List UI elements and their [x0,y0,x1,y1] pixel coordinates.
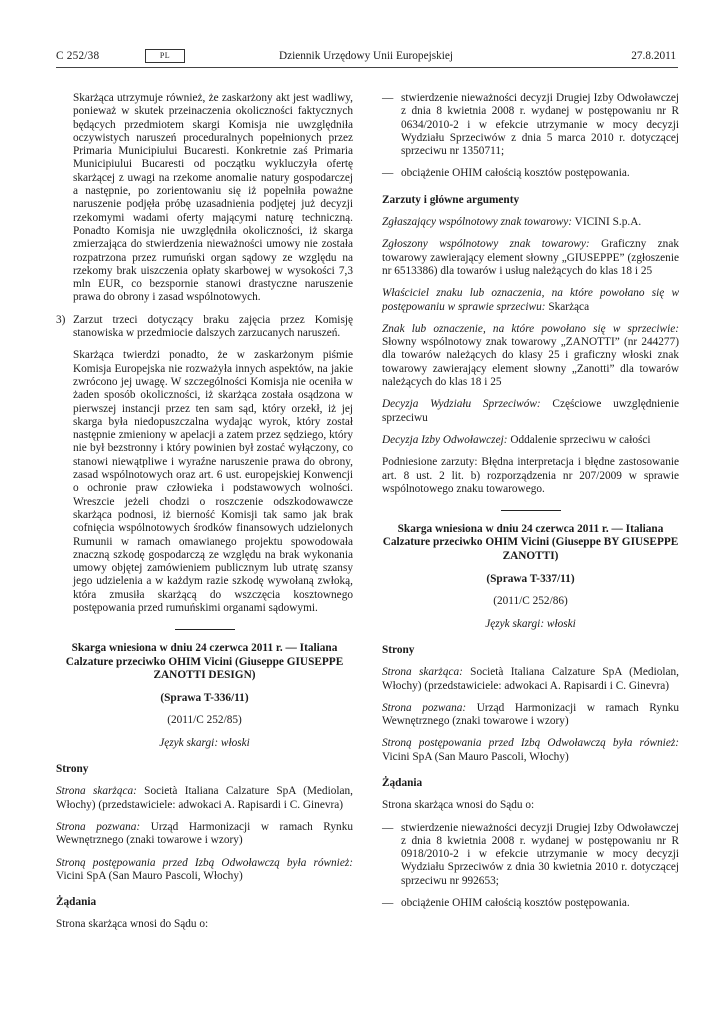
pleas-line: Podniesione zarzuty: Błędna interpretacja i błędne zastosowanie art. 8 ust. 2 lit. b) rozporządzenia nr 207/2009 w sprawie wspólnotowego znaku towarowego. [382,456,679,495]
case-number: (Sprawa T-336/11) [160,692,249,705]
plea-number: 3) [56,313,66,326]
other-party-line: Stroną postępowania przed Izbą Odwoławczą była również: Vicini SpA (San Mauro Pascoli, Włochy) [56,856,353,882]
claims-heading: Żądania [382,776,423,789]
pleas-heading: Zarzuty i główne argumenty [382,193,520,206]
defendant-line: Strona pozwana: Urząd Harmonizacji w ramach Rynku Wewnętrznego (znaki towarowe i wzory) [382,701,679,728]
section-separator [175,629,235,630]
defendant-line: Strona pozwana: Urząd Harmonizacji w ramach Rynku Wewnętrznego (znaki towarowe i wzory) [56,820,353,847]
owner-line: Właściciel znaku lub oznaczenia, na które powołano się w postępowaniu w sprawie sprzeciwu: Skarżąca [382,287,679,313]
case-number: (Sprawa T-337/11) [486,573,575,586]
parties-heading: Strony [56,763,89,776]
paragraph: Skarżąca twierdzi ponadto, że w zaskarżonym piśmie Komisja Europejska nie rozważyła innych aspektów, na jakie zwrócono jej uwagę. W szczególności Komisja nie oceniła w żaden sposób okoliczności, iż skarżąca została osądzona w pierwszej instancji przez ten sam sąd, który orzekł, iż jej skarga była niedopuszczalna wydając wyrok, który został następnie zmieniony w apelacji a zatem przez sędziego, który nie był bezstronny i który powinien był zostać wyłączony, co stanowi niewątpliwe i wyraźne naruszenie prawa do obrony, zasad wspólnotowych oraz art. 6 ust. europejskiej Konwencji o ochronie praw człowieka i podstawowych wolności. Wreszcie jeżeli chodzi o roszczenie odszkodowawcze skarżąca podnosi, iż bierność Komisji tak samo jak brak cofnięcia wspólnotowych środków finansowych udzielonych Rumunii w ramach omawianego projektu spowodowała znaczną szkodę gospodarczą ze względu na brak wykonania umowy objętej zamówieniem publicznym lub utratę szansy jego udzielenia a w każdym razie szkodę wywołaną zwłoką, która zmusiła skarżącą do wszczęcia kosztownego postępowania przed rumuńskimi organami sądowymi. [73,349,353,614]
claims-heading: Żądania [56,896,97,909]
case-title: Skarga wniesiona w dniu 24 czerwca 2011 r. — Italiana Calzature przeciwko OHIM Vicini (Giuseppe BY GIUSEPPE ZANOTTI) [382,523,679,562]
section-separator [501,510,561,511]
plea-text: Zarzut trzeci dotyczący braku zajęcia przez Komisję stanowiska w przedmiocie dalszych zarzucanych naruszeń. [73,313,353,340]
claim-item: — stwierdzenie nieważności decyzji Drugiej Izby Odwoławczej z dnia 8 kwietnia 2008 r. wydanej w postępowaniu nr R 0634/2010-2 i w efekcie utrzymanie w mocy decyzji Wydziału Sprzeciwów z dnia 5 marca 2010 r. dotyczącej sprzeciwu nr 1350711; [382,92,679,158]
case-language: Język skargi: włoski [159,736,250,749]
left-column [56,92,353,941]
oj-reference: (2011/C 252/85) [167,714,242,727]
publication-date: 27.8.2011 [631,50,676,62]
parties-heading: Strony [382,643,415,656]
plea-item [56,314,353,341]
claims-intro: Strona skarżąca wnosi do Sądu o: [382,799,535,812]
mark-line: Zgłoszony wspólnotowy znak towarowy: Graficzny znak towarowy zawierający element słowny „GIUSEPPE” (zgłoszenie nr 6513386) dla towarów i usług należących do klas 18 i 25 [382,238,679,277]
applicant-line: Zgłaszający wspólnotowy znak towarowy: VICINI S.p.A. [382,216,642,229]
other-party-line: Stroną postępowania przed Izbą Odwoławczą była również: Vicini SpA (San Mauro Pascoli, Włochy) [382,737,679,763]
journal-title: Dziennik Urzędowy Unii Europejskiej [278,50,454,62]
page-header [56,50,676,66]
case-title: Skarga wniesiona w dniu 24 czerwca 2011 r. — Italiana Calzature przeciwko OHIM Vicini (Giuseppe GIUSEPPE ZANOTTI DESIGN) [65,642,344,681]
journal-reference: C 252/38 [56,50,100,62]
header-divider [56,67,678,68]
claims-intro: Strona skarżąca wnosi do Sądu o: [56,918,209,931]
board-decision-line: Decyzja Izby Odwoławczej: Oddalenie sprzeciwu w całości [382,433,651,446]
plaintiff-line: Strona skarżąca: Società Italiana Calzature SpA (Mediolan, Włochy) (przedstawiciele: adwokaci A. Rapisardi i C. Ginevra) [382,666,679,692]
claim-item: — stwierdzenie nieważności decyzji Drugiej Izby Odwoławczej z dnia 8 kwietnia 2008 r. wydanej w postępowaniu nr R 0918/2010-2 i w efekcie utrzymanie w mocy decyzji Wydziału Sprzeciwów z dnia 30 kwietnia 2010 r. dotyczącej sprzeciwu nr 992653; [382,821,679,887]
right-column [382,92,679,919]
claim-item: — obciążenie OHIM całością kosztów postępowania. [382,897,630,910]
plaintiff-line: Strona skarżąca: Società Italiana Calzature SpA (Mediolan, Włochy) (przedstawiciele: adwokaci A. Rapisardi i C. Ginevra) [56,785,353,811]
oj-reference: (2011/C 252/86) [493,595,568,608]
case-language: Język skargi: włoski [485,617,576,630]
earlier-mark-line: Znak lub oznaczenie, na które powołano się w sprzeciwie: Słowny wspólnotowy znak towarowy „ZANOTTI” (nr 244277) dla towarów należących do klasy 25 i graficzny włoski znak towarowy zawierający element słowny „Zanotti” dla towarów należących do klas 18 i 25 [382,322,679,389]
claim-item: — obciążenie OHIM całością kosztów postępowania. [382,167,630,180]
paragraph: Skarżąca utrzymuje również, że zaskarżony akt jest wadliwy, ponieważ w skutek przeinaczenia okoliczności faktycznych będących przedmiotem skargi Komisja nie uwzględniła oczywistych naruszeń proceduralnych popełnionych przez Primaria Municipiului Bucaresti. Konkretnie zaś Primaria Municipiului Bucaresti od początku wykluczyła ofertę skarżącej z uwagi na rzekome anomalie natury gospodarczej a następnie, po zorientowaniu się iż popełniła poważne naruszenie podjęła próbę uzasadnienia podjętej już decyzji rzekomymi wadami oferty mającymi naturę techniczną. Ponadto Komisja nie uwzględniła okoliczności, iż skarga zmierzająca do stwierdzenia nieważności umowy nie została rozpatrzona przez rumuński organ sądowy ze względu na rzekomy brak uiszczenia opłaty skarbowej w wysokości 7,3 mln EUR, co bezspornie stanowi drastyczne naruszenie prawa do obrony i zasad wspólnotowych. [73,92,353,304]
opposition-decision-line: Decyzja Wydziału Sprzeciwów: Częściowe uwzględnienie sprzeciwu [382,398,679,424]
language-badge: PL [145,49,185,63]
